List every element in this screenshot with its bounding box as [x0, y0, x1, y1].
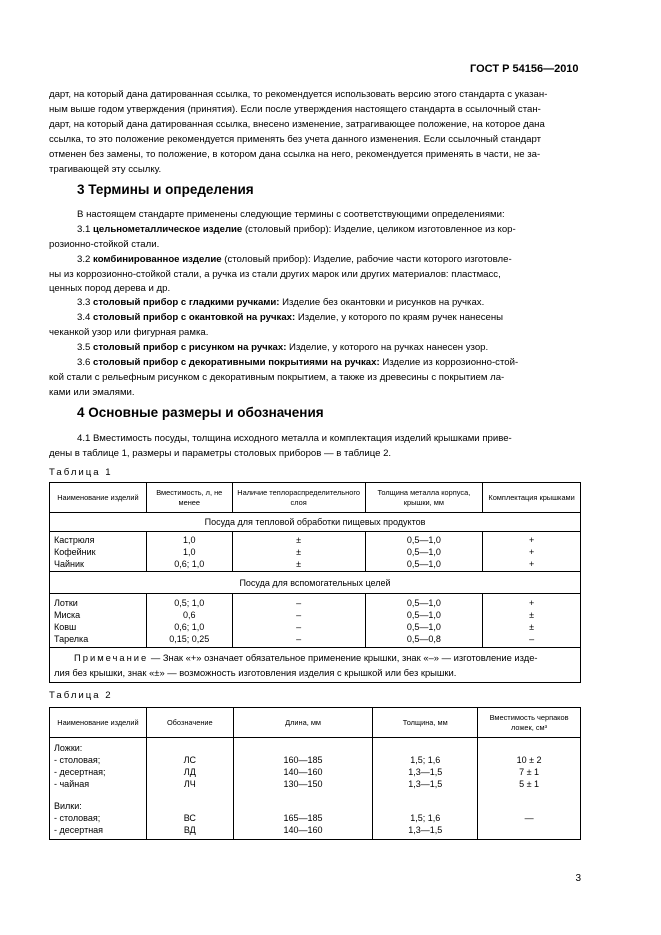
term-3-3: 3.3 столовый прибор с гладкими ручками: Изделие без окантовки и рисунков на ручках. [77, 297, 485, 308]
col-header: Наименование изделий [50, 708, 147, 738]
col-header: Вместимость черпаков ложек, см³ [478, 708, 581, 738]
cell-capacity: 1,0 1,0 0,6; 1,0 [146, 532, 232, 572]
section-4-para: 4.1 Вместимость посуды, толщина исходного металла и комплектация изделий крышками приве- [77, 433, 512, 444]
cell-names: Ложки: - столовая; - десертная; - чайная [50, 738, 147, 794]
cell-thickness: 1,5; 1,6 1,3—1,5 1,3—1,5 [373, 738, 478, 794]
cell-thickness: 0,5—1,0 0,5—1,0 0,5—1,0 [365, 532, 483, 572]
cell-thickness: 1,5; 1,6 1,3—1,5 [373, 794, 478, 840]
table-row [50, 594, 581, 648]
col-header: Толщина, мм [373, 708, 478, 738]
term-3-2: 3.2 комбинированное изделие (столовый прибор): Изделие, рабочие части которого изготовле- [77, 254, 512, 265]
term-3-4-cont: чеканкой узор или фигурная рамка. [49, 327, 209, 338]
cell-thickness: 0,5—1,0 0,5—1,0 0,5—1,0 0,5—0,8 [365, 594, 483, 648]
group-label: Посуда для вспомогательных целей [50, 572, 581, 594]
intro-line: отменен без замены, то положение, в котором дана ссылка на него, рекомендуется применять в части, не за- [49, 149, 541, 160]
group-row [50, 572, 581, 594]
cell-capacity: 0,5; 1,0 0,6 0,6; 1,0 0,15; 0,25 [146, 594, 232, 648]
col-header: Наличие теплораспределительного слоя [232, 483, 365, 513]
col-header: Обозначение [146, 708, 233, 738]
intro-line: дарт, на который дана датированная ссылка, внесено изменение, затрагивающее положение, на которое дана [49, 119, 545, 130]
col-header: Толщина металла корпуса, крышки, мм [365, 483, 483, 513]
table-1 [49, 482, 581, 683]
table-row [50, 532, 581, 572]
term-3-4: 3.4 столовый прибор с окантовкой на ручках: Изделие, у которого по краям ручек нанесены [77, 312, 504, 323]
term-3-2-cont: ны из коррозионно-стойкой стали, а ручка из стали других марок или других материалов: пластмасс, [49, 269, 501, 280]
cell-names: Кастрюля Кофейник Чайник [50, 532, 147, 572]
table-row [50, 738, 581, 794]
table-note: Примечание — Знак «+» означает обязательное применение крышки, знак «–» — изготовление изде- лия без крышки, знак «±» — возможность изготовления изделия с крышкой или без крышки. [50, 648, 581, 683]
cell-lids: + ± ± – [483, 594, 581, 648]
intro-line: дарт, на который дана датированная ссылка, то рекомендуется использовать версию этого стандарта с указан- [49, 89, 548, 100]
section-4-title: 4 Основные размеры и обозначения [77, 405, 324, 420]
cell-length: 160—185 140—160 130—150 [233, 738, 373, 794]
table-2 [49, 707, 581, 840]
col-header: Комплектация крышками [483, 483, 581, 513]
section-3-title: 3 Термины и определения [77, 182, 254, 197]
cell-codes: ВС ВД [146, 794, 233, 840]
cell-volume: 10 ± 2 7 ± 1 5 ± 1 [478, 738, 581, 794]
group-label: Посуда для тепловой обработки пищевых продуктов [50, 513, 581, 532]
term-3-6-cont: кой стали с рельефным рисунком с декоративным покрытием, а также из древесины с покрытием ла- [49, 372, 505, 383]
table-2-caption: Таблица 2 [49, 690, 113, 701]
cell-lids: + + + [483, 532, 581, 572]
section-3-intro: В настоящем стандарте применены следующие термины с соответствующими определениями: [77, 209, 505, 220]
table-row [50, 794, 581, 840]
cell-layer: ± ± ± [232, 532, 365, 572]
term-3-1: 3.1 цельнометаллическое изделие (столовый прибор): Изделие, целиком изготовленное из кор- [77, 224, 516, 235]
term-3-6-cont: ками или эмалями. [49, 387, 135, 398]
cell-names: Лотки Миска Ковш Тарелка [50, 594, 147, 648]
table-1-caption: Таблица 1 [49, 467, 113, 478]
cell-length: 165—185 140—160 [233, 794, 373, 840]
cell-codes: ЛС ЛД ЛЧ [146, 738, 233, 794]
term-3-6: 3.6 столовый прибор с декоративными покрытиями на ручках: Изделие из коррозионно-стой- [77, 357, 519, 368]
col-header: Вместимость, л, не менее [146, 483, 232, 513]
col-header: Длина, мм [233, 708, 373, 738]
intro-line: трагивающей эту ссылку. [49, 164, 162, 175]
page-number: 3 [575, 873, 581, 884]
document-code: ГОСТ Р 54156—2010 [470, 63, 579, 75]
cell-names: Вилки: - столовая; - десертная [50, 794, 147, 840]
cell-volume: — [478, 794, 581, 840]
intro-line: ным выше годом утверждения (принятия). Если после утверждения настоящего стандарта в ссылочный стан- [49, 104, 541, 115]
term-3-5: 3.5 столовый прибор с рисунком на ручках: Изделие, у которого на ручках нанесен узор. [77, 342, 489, 353]
term-3-1-cont: розионно-стойкой стали. [49, 239, 160, 250]
table-header-row [50, 708, 581, 738]
intro-line: ссылка, то это положение рекомендуется применять без учета данного изменения. Если ссылочный стандарт [49, 134, 541, 145]
group-row [50, 513, 581, 532]
section-4-para-cont: дены в таблице 1, размеры и параметры столовых приборов — в таблице 2. [49, 448, 392, 459]
term-3-2-cont: ценных пород дерева и др. [49, 283, 171, 294]
col-header: Наименование изделий [50, 483, 147, 513]
cell-layer: – – – – [232, 594, 365, 648]
table-note-row [50, 648, 581, 683]
table-header-row [50, 483, 581, 513]
